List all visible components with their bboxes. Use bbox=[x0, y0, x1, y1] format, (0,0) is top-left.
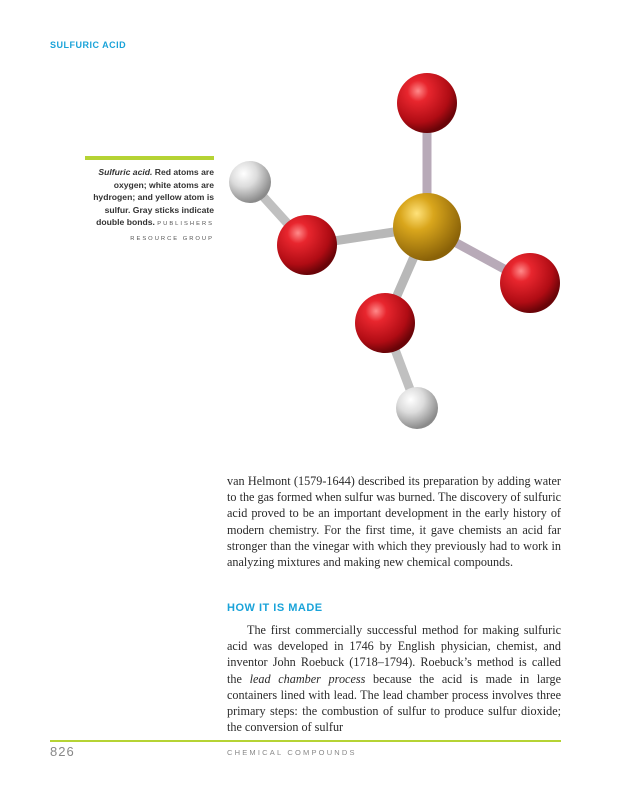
footer-book-title: CHEMICAL COMPOUNDS bbox=[227, 748, 357, 757]
body-paragraph-1 bbox=[227, 473, 561, 570]
paragraph-text-part-a: The first commercially successful method for making sulfuric acid was developed in 1746 by English physician, chemist, and inventor John Roebuck (1718–1794). Roebuck’s method is called the bbox=[227, 623, 561, 686]
page-number: 826 bbox=[50, 744, 75, 759]
oxygen-atom-bottom bbox=[355, 293, 415, 353]
sulfuric-acid-molecule-figure bbox=[215, 65, 575, 445]
section-heading: HOW IT IS MADE bbox=[227, 602, 323, 614]
italic-term: lead chamber process bbox=[249, 671, 366, 686]
body-paragraph-2 bbox=[227, 622, 561, 735]
figure-caption bbox=[85, 166, 214, 245]
caption-credit: PUBLISHERS RESOURCE GROUP bbox=[130, 221, 214, 242]
footer-rule bbox=[50, 740, 561, 742]
hydrogen-atom-upper bbox=[229, 161, 271, 203]
hydrogen-atom-lower bbox=[396, 387, 438, 429]
caption-rule bbox=[85, 156, 214, 160]
paragraph-text-part-b: because the acid is made in large containers lined with lead. The lead chamber process involves three primary steps: the combustion of sulfur to produce sulfur dioxide; the conversion of sulfur bbox=[227, 671, 561, 735]
running-header: SULFURIC ACID bbox=[50, 40, 127, 50]
paragraph-text: van Helmont (1579-1644) described its preparation by adding water to the gas formed when sulfur was burned. The discovery of sulfuric acid proved to be an important development in the early history of modern chemistry. For the first time, it gave chemists an acid far stronger than the vinegar with which they previously had to work in analyzing mixtures and making new chemical compounds. bbox=[227, 474, 561, 570]
oxygen-atom-right bbox=[500, 253, 560, 313]
oxygen-atom-left bbox=[277, 215, 337, 275]
caption-body: Red atoms are oxygen; white atoms are hydrogen; and yellow atom is sulfur. Gray sticks indicate double bonds. bbox=[93, 167, 214, 227]
sulfur-atom bbox=[393, 193, 461, 261]
oxygen-atom-top bbox=[397, 73, 457, 133]
caption-title: Sulfuric acid. bbox=[98, 167, 153, 177]
paragraph-text bbox=[227, 622, 561, 735]
